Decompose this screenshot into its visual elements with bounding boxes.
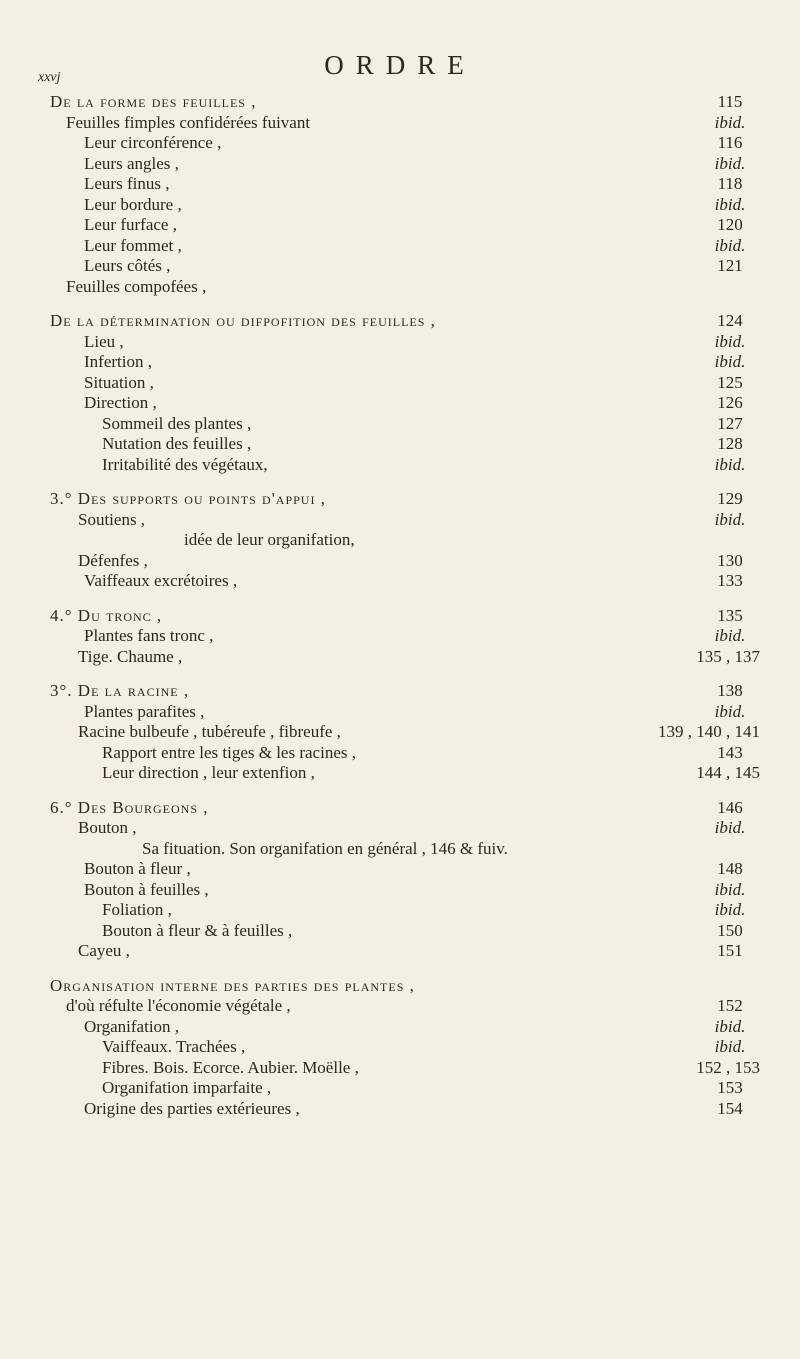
toc-page-number: 150 [717,920,743,940]
toc-page-number: ibid. [714,112,746,132]
toc-entry-text: Plantes fans tronc , [84,626,214,645]
toc-heading-row [50,681,760,702]
toc-entry-text: Bouton à fleur & à feuilles , [102,920,293,940]
toc-entry-text: Irritabilité des végétaux, [102,454,268,474]
toc-entry-text: Racine bulbeufe , tubéreufe , fibreufe , [78,722,341,741]
toc-entry-text: Direction , [84,393,157,412]
toc-entry-text: Leur bordure , [84,194,182,214]
toc-entry-row [50,1037,760,1058]
toc-page-number: 124 [717,311,743,330]
table-of-contents [50,92,760,1119]
toc-entry-row [50,647,760,668]
toc-page-number: 127 [717,413,743,433]
toc-entry-row [50,996,760,1017]
toc-entry-text: Sa fituation. Son organifation en général , 146 & fuiv. [142,838,508,858]
toc-page-number: ibid. [714,879,746,899]
toc-entry-text: Tige. Chaume , [78,646,183,666]
toc-page-number: 116 [717,133,743,152]
toc-page-number: 118 [717,174,743,193]
toc-entry-row [50,941,760,962]
toc-entry-text: Feuilles fimples confidérées fuivant [66,112,311,132]
toc-entry-text: Soutiens , [78,509,146,529]
toc-entry-text: Nutation des feuilles , [102,434,252,453]
toc-entry-text: Leur circonférence , [84,133,222,152]
toc-entry-text: idée de leur organifation, [184,530,355,549]
section-gap [50,784,760,798]
toc-entry-text: De la forme des feuilles , [50,92,257,111]
toc-entry-row [50,113,760,134]
toc-entry-text: Organifation imparfaite , [102,1078,272,1097]
toc-entry-row [50,352,760,373]
toc-entry-text: Plantes parafites , [84,701,205,721]
toc-entry-row [50,133,760,154]
toc-entry-row [50,277,760,298]
toc-page-number: ibid. [714,1037,746,1056]
toc-entry-text: Foliation , [102,900,172,919]
toc-page-number: 139 , 140 , 141 [658,722,760,741]
toc-entry-text: Sommeil des plantes , [102,413,252,433]
toc-entry-text: Leur direction , leur extenfion , [102,763,315,782]
toc-entry-text: Leurs angles , [84,153,179,173]
page-title: ORDRE [324,50,476,80]
toc-entry-text: Organifation , [84,1016,180,1036]
toc-entry-text: De la détermination ou difpofition des feuilles , [50,311,436,330]
toc-page-number: 115 [717,92,743,111]
toc-entry-row [50,743,760,764]
toc-page-number: 151 [717,941,743,960]
toc-entry-row [50,256,760,277]
toc-entry-text: Bouton , [78,818,137,837]
toc-entry-text: Leur furface , [84,215,177,234]
toc-entry-row [50,414,760,435]
toc-entry-text: 3.° Des supports ou points d'appui , [50,489,326,508]
toc-page-number: 135 , 137 [696,646,760,666]
toc-entry-text: Rapport entre les tiges & les racines , [102,742,356,762]
section-gap [50,592,760,606]
toc-page-number: 146 [717,797,743,817]
toc-page-number: ibid. [714,626,746,645]
toc-page-number: 135 [717,605,743,625]
toc-entry-row [50,722,760,743]
toc-entry-row [50,393,760,414]
section-gap [50,297,760,311]
toc-page-number: ibid. [714,153,746,173]
toc-entry-text: Origine des parties extérieures , [84,1098,300,1118]
toc-entry-text: 4.° Du tronc , [50,605,163,625]
section-gap [50,667,760,681]
toc-entry-row [50,455,760,476]
toc-page-number: 152 , 153 [696,1057,760,1077]
toc-entry-text: Leurs côtés , [84,256,171,275]
toc-entry-row [50,818,760,839]
toc-entry-row [50,154,760,175]
toc-page-number: 121 [717,256,743,275]
toc-entry-row [50,510,760,531]
toc-entry-row [50,373,760,394]
toc-entry-row [50,195,760,216]
toc-entry-row [50,1058,760,1079]
toc-entry-text: Feuilles compofées , [66,276,207,296]
toc-page-number: 148 [717,859,743,878]
section-gap [50,962,760,976]
toc-page-number: ibid. [714,454,746,474]
page-folio: xxvj [38,70,61,85]
toc-heading-row [50,489,760,510]
toc-entry-text: Vaiffeaux. Trachées , [102,1037,246,1056]
toc-page-number: ibid. [714,818,746,837]
toc-page-number: 154 [717,1098,743,1118]
toc-page-number: 120 [717,215,743,234]
toc-page-number: 153 [717,1078,743,1097]
toc-page-number: 144 , 145 [696,763,760,782]
toc-heading-row [50,976,760,997]
toc-entry-row [50,551,760,572]
toc-entry-text: Infertion , [84,352,152,371]
toc-entry-text: Fibres. Bois. Ecorce. Aubier. Moëlle , [102,1057,359,1077]
toc-page-number: 138 [717,681,743,700]
toc-heading-row [50,92,760,113]
toc-entry-row [50,571,760,592]
toc-entry-text: Leurs finus , [84,174,170,193]
toc-heading-row [50,311,760,332]
toc-entry-text: Bouton à fleur , [84,859,191,878]
toc-entry-text: 6.° Des Bourgeons , [50,797,209,817]
toc-page-number: 152 [717,996,743,1015]
toc-page-number: ibid. [714,331,746,351]
toc-page-number: 143 [717,742,743,762]
toc-entry-text: Bouton à feuilles , [84,879,209,899]
toc-entry-text: Situation , [84,372,154,392]
toc-page-number: 128 [717,434,743,453]
toc-entry-row [50,434,760,455]
toc-page-number: ibid. [714,701,746,721]
toc-entry-row [50,626,760,647]
toc-page-number: ibid. [714,235,746,255]
toc-entry-row [50,174,760,195]
toc-page-number: 126 [717,393,743,412]
toc-entry-row [50,236,760,257]
toc-page-number: 125 [717,372,743,392]
toc-entry-text: Lieu , [84,331,124,351]
toc-page-number: ibid. [714,509,746,529]
toc-entry-text: 3°. De la racine , [50,681,190,700]
toc-page-number: 133 [717,571,743,590]
toc-entry-text: Cayeu , [78,941,130,960]
toc-entry-row [50,702,760,723]
toc-entry-row [50,880,760,901]
toc-page-number: ibid. [714,194,746,214]
toc-page-number: 130 [717,550,743,570]
toc-entry-row [50,1078,760,1099]
toc-entry-row [50,763,760,784]
toc-entry-row [50,859,760,880]
toc-entry-row [50,921,760,942]
toc-page-number: 129 [717,489,743,508]
section-gap [50,475,760,489]
toc-entry-text: Leur fommet , [84,235,182,255]
toc-entry-row [50,215,760,236]
toc-entry-row [50,1099,760,1120]
toc-heading-row [50,798,760,819]
toc-page-number: ibid. [714,1016,746,1036]
toc-entry-row [50,1017,760,1038]
toc-entry-text: Défenfes , [78,550,148,570]
toc-entry-row [50,839,760,860]
toc-page-number: ibid. [714,352,746,371]
toc-entry-text: d'où réfulte l'économie végétale , [66,996,291,1015]
toc-entry-text: Vaiffeaux excrétoires , [84,571,238,590]
toc-entry-row [50,332,760,353]
toc-heading-row [50,606,760,627]
toc-entry-row [50,530,760,551]
toc-page-number: ibid. [714,900,746,919]
toc-entry-text: Organisation interne des parties des plantes , [50,975,415,995]
toc-entry-row [50,900,760,921]
